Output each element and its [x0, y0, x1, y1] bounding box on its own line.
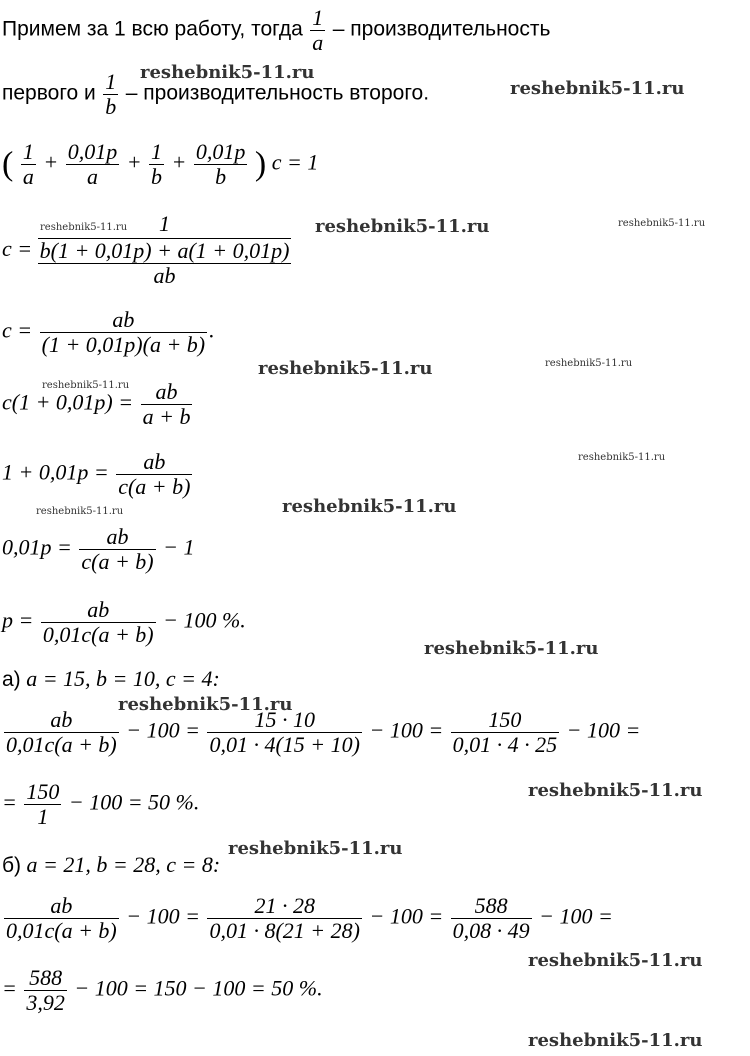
- watermark: reshebnik5-11.ru: [42, 380, 130, 391]
- watermark: reshebnik5-11.ru: [140, 62, 315, 83]
- watermark: reshebnik5-11.ru: [618, 218, 706, 229]
- intro-tail-2: – производительность второго.: [125, 81, 430, 105]
- equation-7: p = $\frac{ab}{0,01c(a + b)}$ − 100 %.: [2, 597, 246, 647]
- equation-1: ( $\frac{1}{a}$ + $\frac{0,01p}{a}$ + $\frac{1}{b}$ + $\frac{0,01p}{b}$ ) c = 1: [2, 139, 319, 189]
- intro-text: Примем за 1 всю работу, тогда: [2, 17, 303, 41]
- part-a-condition: а) a = 15, b = 10, c = 4:: [2, 666, 220, 691]
- watermark: reshebnik5-11.ru: [545, 358, 633, 369]
- watermark: reshebnik5-11.ru: [282, 496, 457, 517]
- watermark: reshebnik5-11.ru: [228, 838, 403, 859]
- watermark: reshebnik5-11.ru: [40, 222, 128, 233]
- watermark: reshebnik5-11.ru: [36, 506, 124, 517]
- equation-4: c(1 + 0,01p) = $\frac{ab}{a + b}$: [2, 379, 191, 429]
- intro-text-2: первого и: [2, 81, 96, 105]
- watermark: reshebnik5-11.ru: [510, 78, 685, 99]
- equation-6: 0,01p = $\frac{ab}{c(a + b)}$ − 1: [2, 524, 195, 574]
- equation-5: 1 + 0,01p = $\frac{ab}{c(a + b)}$: [2, 449, 191, 499]
- watermark: reshebnik5-11.ru: [118, 694, 293, 715]
- watermark: reshebnik5-11.ru: [528, 950, 703, 971]
- part-a-result: = $\frac{150}{1}$ − 100 = 50 %.: [2, 779, 200, 829]
- watermark: reshebnik5-11.ru: [258, 358, 433, 379]
- watermark: reshebnik5-11.ru: [528, 1030, 703, 1051]
- intro-line-1: [2, 6, 550, 55]
- equation-3: c = $\frac{ab}{(1 + 0,01p)(a + b)}$ .: [2, 307, 215, 357]
- intro-tail: – производительность: [332, 17, 551, 41]
- watermark: reshebnik5-11.ru: [315, 216, 490, 237]
- fraction-1-over-a: $\frac{1}{a}$: [312, 5, 324, 55]
- fraction-1-over-b: $\frac{1}{b}$: [105, 69, 117, 119]
- watermark: reshebnik5-11.ru: [578, 452, 666, 463]
- watermark: reshebnik5-11.ru: [424, 638, 599, 659]
- equation-2: c = $\frac{1}{\frac{b(1 + 0,01p) + a(1 + 0,01p)}{ab}}$: [2, 211, 290, 288]
- part-b-condition: б) a = 21, b = 28, c = 8:: [2, 852, 221, 877]
- part-a-calculation: $\frac{ab}{0,01c(a + b)}$ − 100 = $\frac{15 \cdot 10}{0,01 \cdot 4(15 + 10)}$ − 100 = $\frac{150}{0,01 \cdot 4 \cdot 25}$ − 100 =: [6, 707, 641, 757]
- watermark: reshebnik5-11.ru: [528, 780, 703, 801]
- part-b-result: = $\frac{588}{3,92}$ − 100 = 150 − 100 = 50 %.: [2, 965, 323, 1015]
- part-b-calculation: $\frac{ab}{0,01c(a + b)}$ − 100 = $\frac{21 \cdot 28}{0,01 \cdot 8(21 + 28)}$ − 100 = $\frac{588}{0,08 \cdot 49}$ − 100 =: [6, 893, 613, 943]
